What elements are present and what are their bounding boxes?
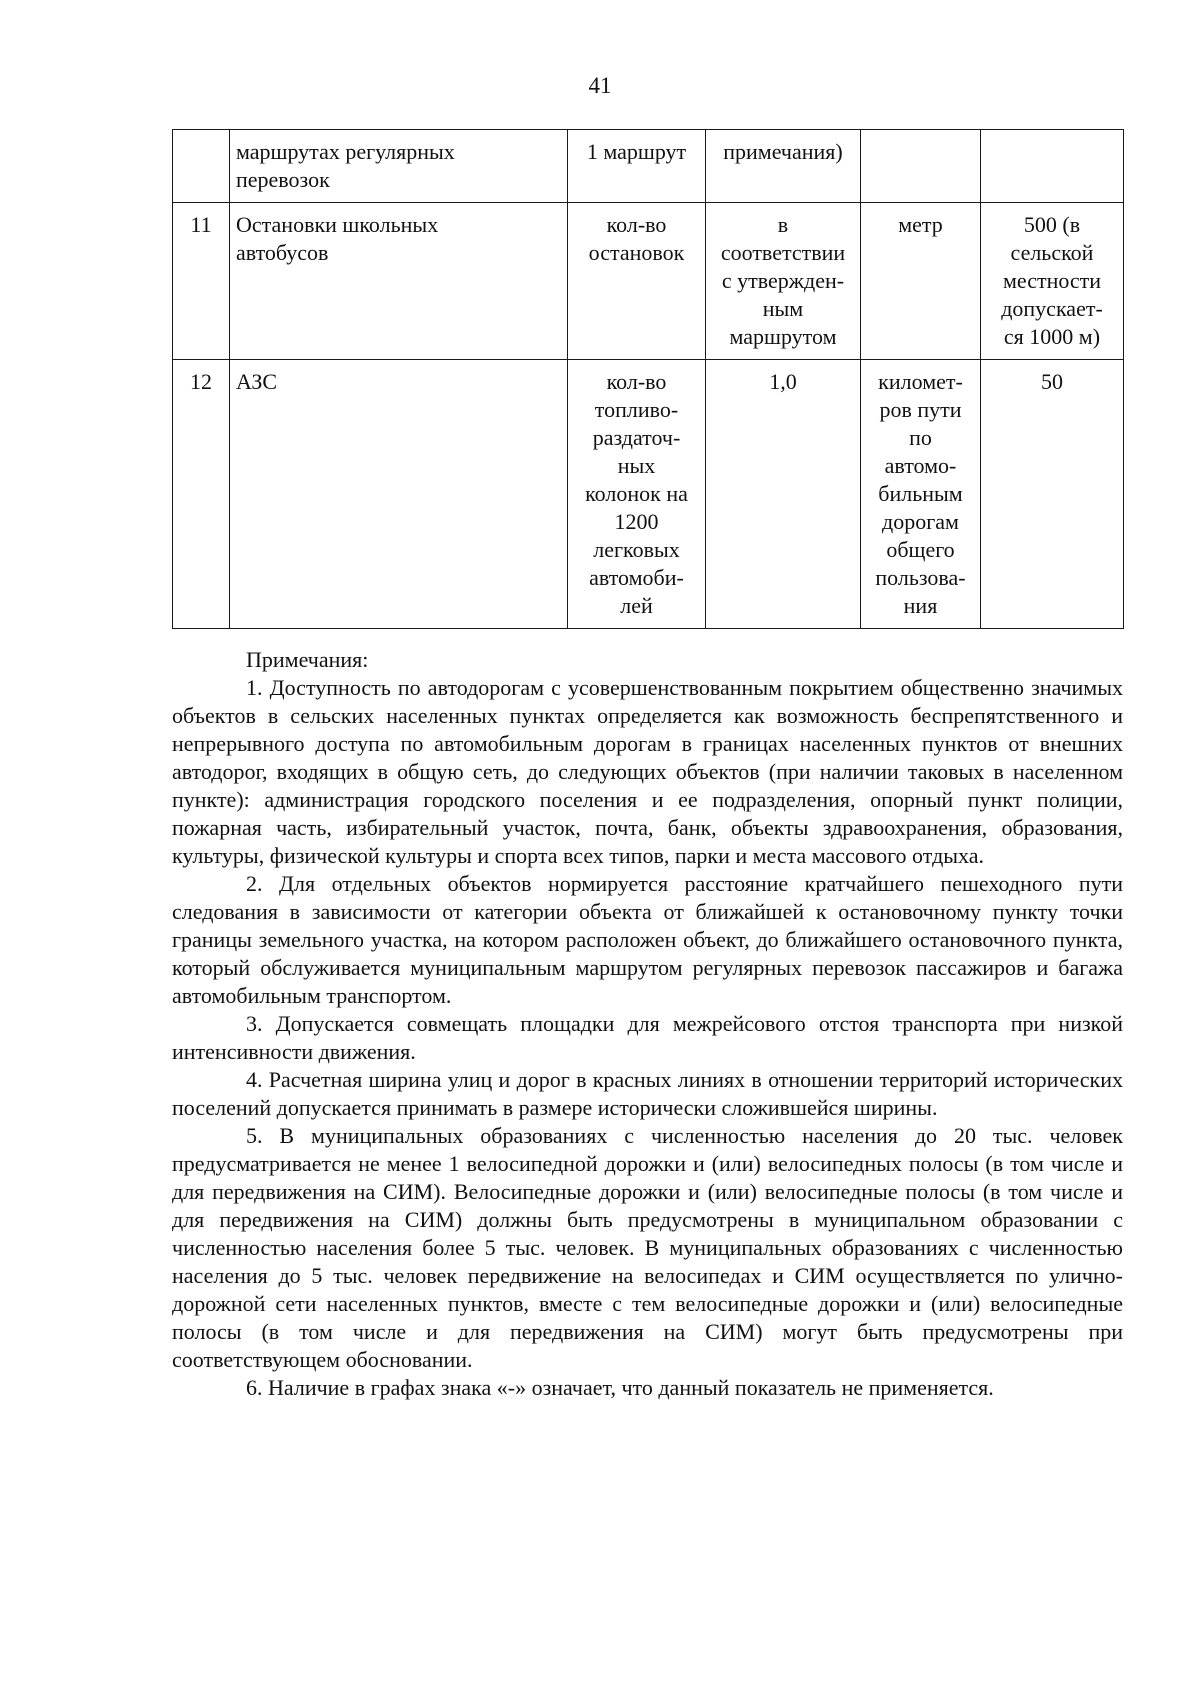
table-row	[173, 203, 1124, 360]
cell-line: автобусов	[236, 240, 329, 265]
cell-measure	[861, 203, 981, 360]
cell-line: ным	[762, 296, 804, 321]
cell-line: с утвержден-	[721, 268, 845, 293]
cell-line: 1200	[614, 509, 659, 534]
cell-line: ных	[617, 453, 656, 478]
cell-unit	[568, 130, 706, 203]
cell-line: автомо-	[884, 453, 957, 478]
cell-line: Остановки школьных	[236, 212, 439, 237]
cell-line: в	[777, 212, 789, 237]
cell-line: километ-	[878, 369, 963, 394]
cell-line: легковых	[593, 537, 680, 562]
cell-unit	[568, 203, 706, 360]
cell-line: дорогам	[882, 509, 959, 534]
cell-line: ров пути	[879, 397, 962, 422]
cell-line: топливо-	[594, 397, 679, 422]
cell-line: ся 1000 м)	[1003, 324, 1101, 349]
cell-object-name	[230, 203, 568, 360]
cell-line: раздаточ-	[592, 425, 681, 450]
cell-line: пользова-	[875, 565, 966, 590]
cell-line: 1,0	[769, 369, 797, 394]
cell-measure	[861, 130, 981, 203]
cell-line: автомоби-	[589, 565, 684, 590]
cell-limit	[981, 130, 1124, 203]
table-row	[173, 360, 1124, 629]
note-paragraph: 4. Расчетная ширина улиц и дорог в красных линиях в отношении территорий исторических поселений допускается принимать в размере исторически сложившейся ширины.	[172, 1067, 1123, 1120]
note-paragraph: 3. Допускается совмещать площадки для межрейсового отстоя транспорта при низкой интенсивности движения.	[172, 1011, 1123, 1064]
table-row	[173, 130, 1124, 203]
note-paragraph: 1. Доступность по автодорогам с усовершенствованным покрытием общественно значимых объектов в сельских населенных пунктах определяется как возможность беспрепятственного и непрерывного доступа по автомобильным дорогам в границах населенных пунктов от внешних автодорог, входящих в общую сеть, до следующих объектов (при наличии таковых в населенном пункте): администрация городского поселения и ее подразделения, опорный пункт полиции, пожарная часть, избирательный участок, почта, банк, объекты здравоохранения, образования, культуры, физической культуры и спорта всех типов, парки и места массового отдыха.	[172, 675, 1123, 868]
cell-line: АЗС	[236, 369, 278, 394]
cell-value	[706, 130, 861, 203]
note-paragraph: 2. Для отдельных объектов нормируется расстояние кратчайшего пешеходного пути следования в зависимости от категории объекта от ближайшей к остановочному пункту точки границы земельного участка, на котором расположен объект, до ближайшего остановочного пункта, который обслуживается муниципальным маршрутом регулярных перевозок пассажиров и багажа автомобильным транспортом.	[172, 871, 1123, 1008]
cell-line: 50	[1041, 369, 1063, 394]
cell-line: лей	[620, 593, 653, 618]
notes-list	[172, 674, 1123, 1402]
cell-line: метр	[898, 212, 943, 237]
cell-row-number: 12	[173, 360, 230, 629]
note-paragraph: 5. В муниципальных образованиях с численностью населения до 20 тыс. человек предусматривается не менее 1 велосипедной дорожки и (или) велосипедных полосы (в том числе и для передвижения на СИМ). Велосипедные дорожки и (или) велосипедные полосы (в том числе и для передвижения на СИМ) должны быть предусмотрены в муниципальном образовании с численностью населения более 5 тыс. человек. В муниципальных образованиях с численностью населения до 5 тыс. человек передвижение на велосипедах и СИМ осуществляется по улично-дорожной сети населенных пунктов, вместе с тем велосипедные дорожки и (или) велосипедные полосы (в том числе и для передвижения на СИМ) могут быть предусмотрены при соответствующем обосновании.	[172, 1123, 1123, 1372]
cell-value	[706, 360, 861, 629]
cell-line: колонок на	[585, 481, 688, 506]
norms-table	[172, 129, 1124, 629]
cell-line: маршрутах регулярных	[236, 139, 455, 164]
cell-line: перевозок	[236, 167, 330, 192]
cell-line: допускает-	[1001, 296, 1103, 321]
cell-unit	[568, 360, 706, 629]
notes-title: Примечания:	[246, 647, 369, 672]
cell-line: бильным	[878, 481, 963, 506]
cell-line: маршрутом	[729, 324, 837, 349]
cell-line: 1 маршрут	[586, 139, 687, 164]
cell-row-number	[173, 130, 230, 203]
cell-row-number: 11	[173, 203, 230, 360]
table-body	[173, 130, 1124, 629]
cell-line: по	[909, 425, 932, 450]
cell-object-name	[230, 130, 568, 203]
cell-limit	[981, 203, 1124, 360]
cell-line: общего	[886, 537, 955, 562]
cell-value	[706, 203, 861, 360]
cell-line: кол-во	[606, 369, 667, 394]
cell-line: остановок	[588, 240, 685, 265]
cell-limit	[981, 360, 1124, 629]
cell-measure	[861, 360, 981, 629]
cell-line: 500 (в	[1023, 212, 1081, 237]
page-number: 41	[588, 73, 612, 98]
cell-line: сельской	[1010, 240, 1094, 265]
cell-object-name	[230, 360, 568, 629]
notes-section	[172, 646, 1123, 1402]
cell-line: ния	[903, 593, 938, 618]
note-paragraph: 6. Наличие в графах знака «-» означает, что данный показатель не применяется.	[246, 1375, 994, 1400]
cell-line: соответствии	[720, 240, 846, 265]
cell-line: примечания)	[723, 139, 843, 164]
cell-line: кол-во	[606, 212, 667, 237]
cell-line: местности	[1002, 268, 1102, 293]
